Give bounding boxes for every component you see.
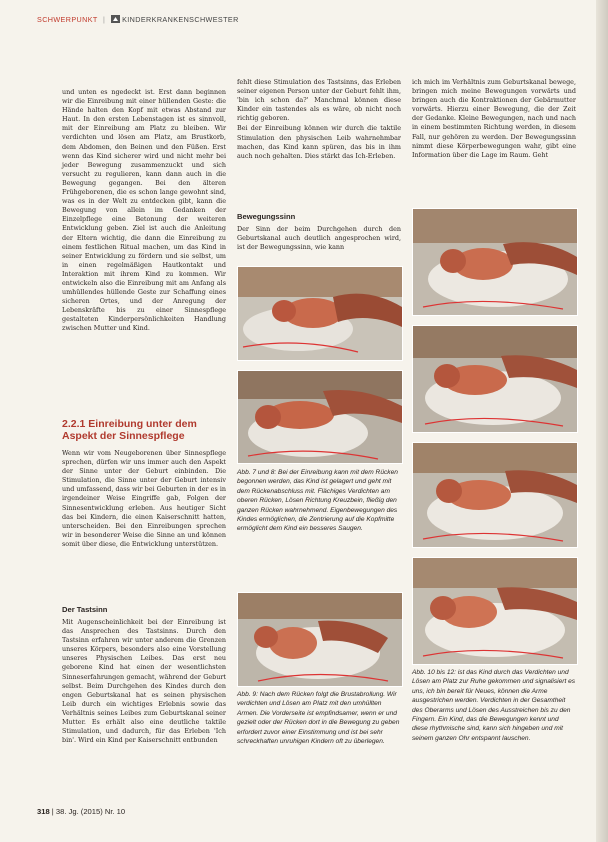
caption-abb-7-8: Abb. 7 und 8: Bei der Einreibung kann mit dem Rücken begonnen werden, das Kind ist gelagert und geht mit dem Rückenabschluss mit. Flächiges Verdichten am oberen Rücken, Lösen Richtung Kreuzbein, fließig den ganzen Rücken wahrnehmend. Eigenbewegungen des Kindes ermöglichen, die Zentrierung auf die Kopfmitte ermöglicht dem Kind ein besseres Saugen. <box>237 469 398 533</box>
photo-abb-9 <box>237 592 403 687</box>
column-1c-text <box>62 618 226 745</box>
page-number: 318 <box>37 807 50 816</box>
header-section: SCHWERPUNKT <box>37 15 98 24</box>
photo-abb-8 <box>237 370 403 464</box>
paragraph: fehlt diese Stimulation des Tastsinns, das Erleben seiner eigenen Person unter der Geburt fehlt ihm, 'bin ich schon da?' Manchmal können diese Kinder ein tastendes als es wäre, ob nicht noch richtig geboren. <box>237 78 401 123</box>
photo-abb-10 <box>412 208 578 316</box>
paragraph: Der Sinn der beim Durchgehen durch den Geburtskanal auch deutlich angesprochen wird, ist der Bewegungssinn, wie kann <box>237 225 401 252</box>
photo-abb-7 <box>237 266 403 361</box>
page-edge-shadow <box>596 0 608 842</box>
subheading-tastsinn: Der Tastsinn <box>62 605 108 614</box>
issue-info: 38. Jg. (2015) Nr. 10 <box>55 807 126 816</box>
photo-abb-11 <box>412 325 578 433</box>
paragraph: Mit Augenscheinlichkeit bei der Einreibung ist das Ansprechen des Tastsinns. Durch den Tastsinn erfahren wir unter anderem die Grenzen unseres Körpers, besonders also eine Vorstellung unseres Physischen Leibes. Das erst neu geborene Kind hat einen der wesentlichsten Sinneserfahrungen gemacht, während der Geburt selbst. Beim Durchgehen des Kindes durch den engen Geburtskanal hat es seinen physischen Leib durch ein wichtiges Erlebnis sowie das Verhältnis seines Leibes zum Geburtskanal seiner Mutter. Es erhält also eine deutliche taktile Stimulation, und dadurch, für das Erleben 'Ich bin'. Wird ein Kind per Kaiserschnitt entbunden <box>62 618 226 745</box>
footer-divider: | <box>51 807 56 816</box>
column-2b-text <box>237 225 401 252</box>
paragraph: Bei der Einreibung können wir durch die taktile Stimulation den physischen Leib wahrnehmbar machen, das Kind kann spüren, das bis in ihm auch noch gehalten. Dies stärkt das Ich-Erleben. <box>237 124 401 160</box>
column-1-text <box>62 88 226 334</box>
paragraph: Wenn wir vom Neugeborenen über Sinnespflege sprechen, dürfen wir uns immer auch den Aspekt der Sinne unter der Geburt einbinden. Die Stimulation, die Sinne unter der Geburt intensiv und umfassend, dass wir bei Geburten in der es in irgendeiner Weise Eingriffe gab, Folgen der Sinnesentwicklung erleben. Aus heutiger Sicht das bei Kindern, die einen Kaiserschnitt hatten, unterscheiden. Bei den Einreibungen sprechen wir in besonderer Weise die Sinne an und können somit über diese, die Entwicklung unterstützen. <box>62 449 226 548</box>
caption-abb-9: Abb. 9: Nach dem Rücken folgt die Brustabrollung. Wir verdichten und Lösen am Platz mit den umhüllten Armen. Die Vorderseite ist empfindsamer, wenn er und gezielt oder der Rücken dort in die Bewegung zu geben erfordert zuvor einer Einstimmung und ist bei sehr schreckhaften unruhigen Kindern oft zu überlegen. <box>237 691 400 746</box>
caption-abb-10-12: Abb. 10 bis 12: ist das Kind durch das Verdichten und Lösen am Platz zur Ruhe gekommen und signalisiert es uns, ich bin bereit für Neues, können die Arme ausgestrichen werden. Verdichten in der Gesamtheit des Oberarms und Lösen des Ausstreichen bis zu den Fingern. Ein Kind, das die Bewegungen kennt und diese rhythmische sind, kann sich hingeben und mit seinem ganzen Ohr entspannt lauschen. <box>412 669 576 742</box>
paragraph: ich mich im Verhältnis zum Geburtskanal bewege, bringen mich meine Bewegungen vorwärts und bringen auch die Kontraktionen der Gebärmutter vorwärts. Hierzu einer Bewegung, die der Zeit der Gedanke. Kleine Bewegungen, nach und nach in einem bestimmten Richtung werden, in diesem Fall, nur gehören zu werden. Der Bewegungssinn nimmt diese Körperbewegungen wahr, gibt eine Information über die Lage im Raum. Geht <box>412 78 576 159</box>
subheading-bewegungssinn: Bewegungssinn <box>237 212 296 221</box>
column-1b-text <box>62 449 226 549</box>
paragraph: und unten es ngedeckt ist. Erst dann beginnen wir die Einreibung mit einer hüllenden Geste: die Hände halten den Kopf mit etwas Abstand zur Haut. In den ersten Lebenstagen ist es sinnvoll, mit der Einreibung am Platz zu bleiben. Wir verdichten und lösen am Platz, am Brustkorb, dem Abdomen, den Beinen und den Füßen. Erst wenn das Kind sicherer wird und nicht mehr bei jeder Bewegung zusammenzuckt und sich versucht zu regulieren, kann dann auch in die Bewegung gegangen. Bei den älteren Frühgeborenen, die es schon lange gewohnt sind, was es in der Welt zu entdecken gibt, kann die Bewegung von allein im Gedanken der Einzelpflege eine Betonung der weiteren Entwicklung geben. Ziel ist auch die Anleitung der Eltern wichtig, die dann die Einreibung zu einem festlichen Ritual machen, um das Kind in seiner Entwicklung zu fördern und sie selbst, um in einen regelmäßigen Hautkontakt und Interaktion mit ihrem Kind zu kommen. Wir entwickeln also die Einreibung mit am Anfang als umhüllendes hüllende Geste zur Schaffung eines sicheren Ortes, und der Anregung der Lebenskräfte bis zu einer Sinnespflege gestalteten Kinderpersönlichkeiten Handlung zwischen Mutter und Kind. <box>62 88 226 333</box>
header-divider: | <box>102 15 106 24</box>
header-logo-icon <box>111 15 120 25</box>
photo-abb-12b <box>412 557 578 665</box>
photo-abb-12a <box>412 442 578 548</box>
section-heading: 2.2.1 Einreibung unter dem Aspekt der Sinnespflege <box>62 418 197 442</box>
header-subtitle: KINDERKRANKENSCHWESTER <box>122 15 239 24</box>
running-header <box>37 15 239 25</box>
page-footer <box>37 807 125 816</box>
column-3-text <box>412 78 576 160</box>
column-2-text <box>237 78 401 161</box>
